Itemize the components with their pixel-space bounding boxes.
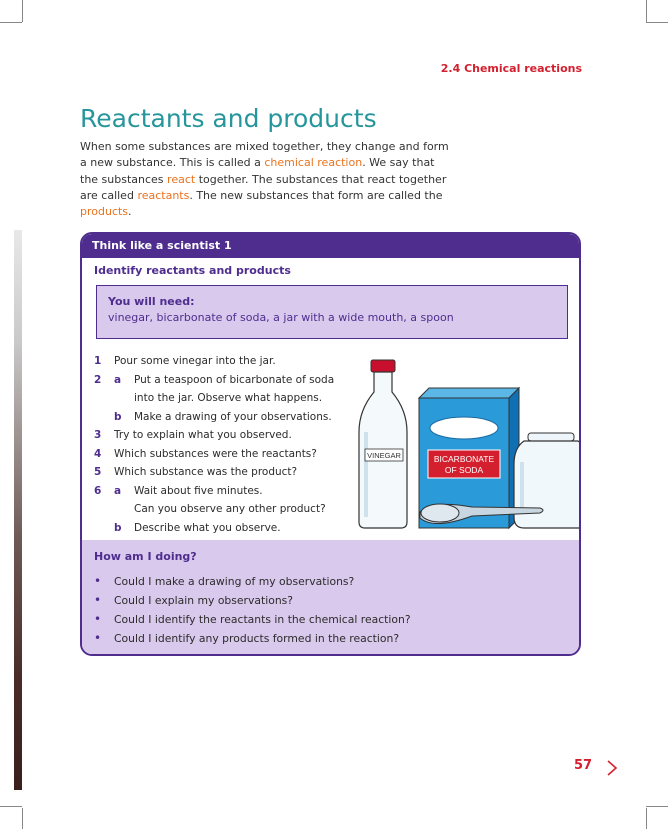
- step-text: Which substances were the reactants?: [114, 447, 317, 460]
- step-number: 5: [94, 466, 102, 478]
- step-text: Pour some vinegar into the jar.: [114, 355, 276, 367]
- materials-list: vinegar, bicarbonate of soda, a jar with a wide mouth, a spoon: [108, 311, 454, 324]
- next-page-chevron-icon[interactable]: [606, 760, 618, 776]
- step-row: [94, 389, 354, 408]
- step-sub-letter: a: [114, 373, 122, 386]
- crop-mark: [0, 806, 22, 807]
- bullet-icon: •: [94, 593, 102, 607]
- section-reference: 2.4 Chemical reactions: [440, 62, 582, 75]
- step-text: Describe what you observe.: [134, 521, 281, 534]
- step-text: Make a drawing of your observations.: [134, 410, 332, 423]
- crop-mark: [0, 22, 22, 23]
- activity-box: [80, 232, 581, 656]
- self-check-text: Could I make a drawing of my observations?: [114, 575, 355, 588]
- keyword: products: [80, 205, 129, 219]
- step-text: Can you observe any other product?: [134, 503, 326, 515]
- step-sub-letter: b: [114, 410, 122, 423]
- vinegar-bottle: [359, 360, 407, 528]
- soda-label-line1: BICARBONATE: [433, 454, 495, 464]
- intro-paragraph: [80, 139, 452, 220]
- activity-subtitle: Identify reactants and products: [94, 264, 291, 277]
- intro-text: . The new substances that form are called the: [189, 188, 443, 202]
- step-row: [94, 408, 354, 427]
- intro-text: When some substances are mixed together, they change and form a new substance. This is called a: [80, 140, 449, 170]
- step-number: 6: [94, 484, 102, 497]
- materials-title: You will need:: [108, 295, 195, 308]
- step-row: [94, 445, 354, 464]
- keyword: reactants: [137, 188, 190, 202]
- materials-box: [96, 285, 568, 339]
- vinegar-label: VINEGAR: [367, 451, 401, 460]
- experiment-illustration: [352, 352, 581, 537]
- crop-mark: [646, 806, 668, 807]
- keyword: react: [167, 172, 196, 186]
- step-row: [94, 352, 354, 371]
- self-check-text: Could I identify any products formed in the reaction?: [114, 632, 400, 645]
- step-text: into the jar. Observe what happens.: [134, 392, 323, 404]
- step-number: 1: [94, 355, 102, 367]
- step-text: Which substance was the product?: [114, 466, 298, 478]
- crop-mark: [22, 0, 23, 22]
- step-row: [94, 519, 354, 538]
- step-sub-letter: b: [114, 521, 122, 534]
- bullet-icon: •: [94, 612, 102, 626]
- crop-mark: [646, 808, 647, 829]
- step-text: Try to explain what you observed.: [114, 429, 292, 441]
- bullet-icon: •: [94, 631, 102, 645]
- step-number: 3: [94, 429, 102, 441]
- page-title: Reactants and products: [80, 104, 377, 133]
- step-number: 4: [94, 447, 102, 460]
- step-row: [94, 500, 354, 519]
- activity-title: Think like a scientist 1: [82, 234, 579, 258]
- step-row: [94, 426, 354, 445]
- crop-mark: [646, 22, 668, 23]
- steps-list: [94, 352, 354, 537]
- bullet-icon: •: [94, 574, 102, 588]
- soda-label-line2: OF SODA: [444, 465, 484, 475]
- crop-mark: [22, 808, 23, 829]
- step-number: 2: [94, 373, 102, 386]
- intro-text: . We say that the substances: [80, 156, 435, 186]
- keyword: chemical reaction: [264, 156, 363, 170]
- self-check-text: Could I explain my observations?: [114, 594, 294, 607]
- step-text: Wait about five minutes.: [134, 484, 263, 497]
- self-check-text: Could I identify the reactants in the chemical reaction?: [114, 613, 411, 626]
- page-number: 57: [574, 758, 593, 773]
- step-row: [94, 371, 354, 390]
- step-sub-letter: a: [114, 484, 122, 497]
- page-edge-shadow: [14, 230, 22, 790]
- self-check-title: How am I doing?: [94, 550, 197, 563]
- intro-text: .: [128, 205, 132, 219]
- self-check-panel: [82, 540, 579, 654]
- step-row: [94, 463, 354, 482]
- intro-text: together. The substances that react together are called: [80, 172, 447, 202]
- step-text: Put a teaspoon of bicarbonate of soda: [134, 373, 335, 386]
- step-row: [94, 482, 354, 501]
- crop-mark: [646, 0, 647, 22]
